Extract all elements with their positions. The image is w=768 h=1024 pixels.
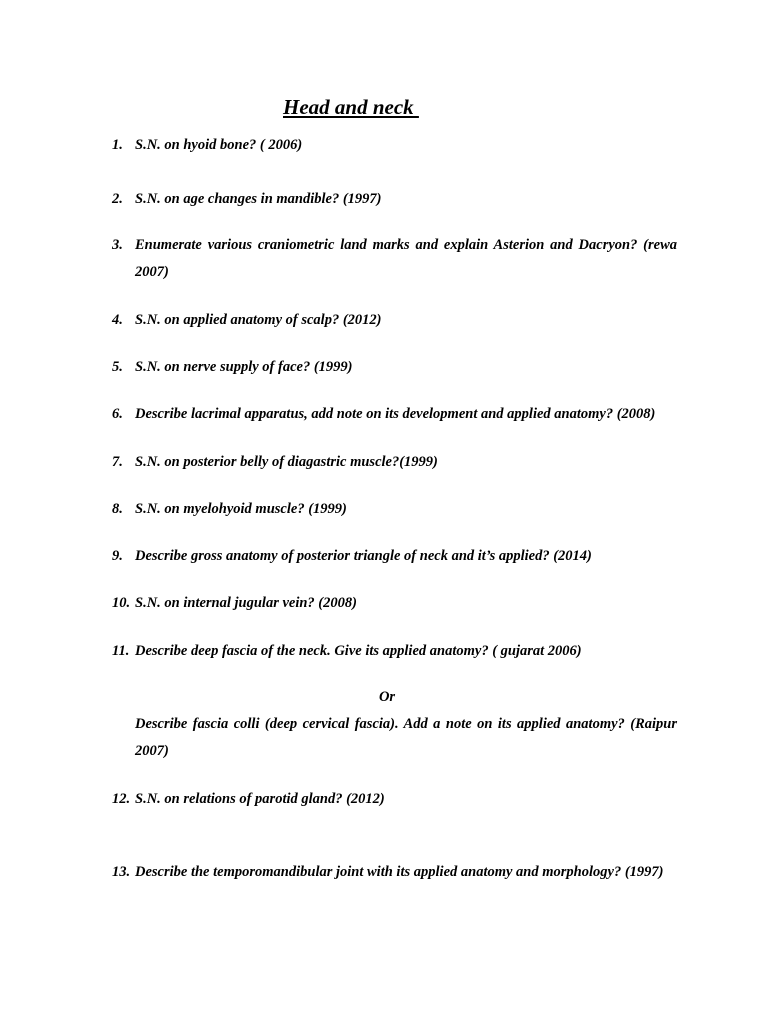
- question-text: Describe lacrimal apparatus, add note on its development and applied anatomy? (2008): [135, 406, 656, 422]
- question-text: S.N. on relations of parotid gland? (2012): [135, 791, 385, 807]
- question-text: S.N. on posterior belly of diagastric muscle?(1999): [135, 454, 438, 470]
- question-number: 13.: [112, 864, 131, 880]
- question-number: 9.: [112, 548, 123, 564]
- question-text: S.N. on nerve supply of face? (1999): [135, 359, 353, 375]
- question-number: 2.: [112, 191, 123, 207]
- question-item: [112, 496, 677, 523]
- question-number: 10.: [112, 595, 131, 611]
- question-number: 4.: [112, 312, 123, 328]
- question-item: [112, 859, 677, 886]
- question-item: [112, 449, 677, 476]
- question-item: [112, 354, 677, 381]
- question-item: [112, 401, 677, 428]
- alternate-question: [112, 711, 677, 765]
- question-number: 11.: [112, 643, 130, 659]
- question-number: 8.: [112, 501, 123, 517]
- question-number: 7.: [112, 454, 123, 470]
- question-item: [112, 638, 677, 665]
- question-text: S.N. on internal jugular vein? (2008): [135, 595, 357, 611]
- question-number: 12.: [112, 791, 131, 807]
- question-item: [112, 132, 677, 159]
- question-item: [112, 307, 677, 334]
- question-text: S.N. on hyoid bone? ( 2006): [135, 137, 303, 153]
- question-item: [112, 232, 677, 286]
- question-number: 1.: [112, 137, 123, 153]
- page-title: Head and neck: [283, 95, 419, 119]
- question-text: Describe deep fascia of the neck. Give its applied anatomy? ( gujarat 2006): [135, 643, 582, 659]
- question-text: S.N. on age changes in mandible? (1997): [135, 191, 382, 207]
- question-text: Describe gross anatomy of posterior triangle of neck and it’s applied? (2014): [135, 548, 592, 564]
- question-number: 3.: [112, 237, 123, 253]
- question-text: Describe the temporomandibular joint with its applied anatomy and morphology? (1997): [135, 864, 664, 880]
- question-number: 6.: [112, 406, 123, 422]
- question-item: [112, 786, 677, 813]
- question-item: [112, 543, 677, 570]
- question-text: Describe fascia colli (deep cervical fascia). Add a note on its applied anatomy? (Raipur 2007): [135, 716, 677, 759]
- question-number: 5.: [112, 359, 123, 375]
- question-text: Enumerate various craniometric land marks and explain Asterion and Dacryon? (rewa 2007): [135, 237, 677, 280]
- question-item: [112, 590, 677, 617]
- question-text: S.N. on myelohyoid muscle? (1999): [135, 501, 347, 517]
- question-text: S.N. on applied anatomy of scalp? (2012): [135, 312, 382, 328]
- or-separator: Or: [378, 689, 396, 705]
- question-item: [112, 186, 677, 213]
